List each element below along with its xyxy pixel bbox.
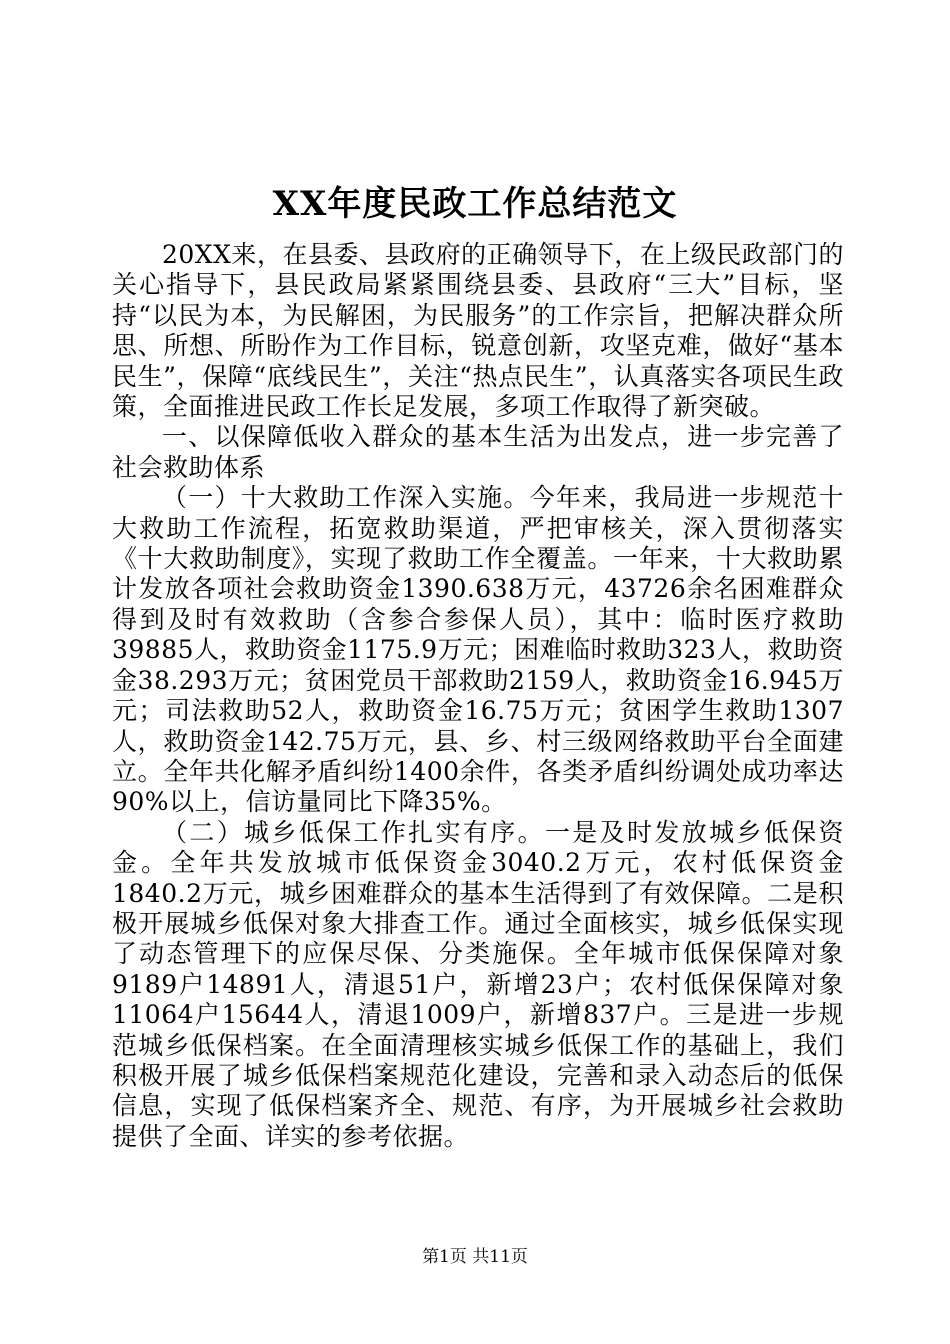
document-body [112, 240, 844, 1152]
page-number-footer: 第1页 共11页 [422, 1247, 528, 1267]
document-title: XX年度民政工作总结范文 [272, 184, 678, 224]
intro-paragraph: 20XX来，在县委、县政府的正确领导下，在上级民政部门的关心指导下，县民政局紧紧围绕县委、县政府“三大”目标，坚持“以民为本，为民解困，为民服务”的工作宗旨，把解决群众所思、所想、所盼作为工作目标，锐意创新，攻坚克难，做好“基本民生”，保障“底线民生”，关注“热点民生”，认真落实各项民生政策，全面推进民政工作长足发展，多项工作取得了新突破。 [112, 240, 844, 422]
subsection-1-paragraph: （一）十大救助工作深入实施。今年来，我局进一步规范十大救助工作流程，拓宽救助渠道，严把审核关，深入贯彻落实《十大救助制度》，实现了救助工作全覆盖。一年来，十大救助累计发放各项社会救助资金1390.638万元，43726余名困难群众得到及时有效救助（含参合参保人员），其中：临时医疗救助39885人，救助资金1175.9万元；困难临时救助323人，救助资金38.293万元；贫困党员干部救助2159人，救助资金16.945万元；司法救助52人，救助资金16.75万元；贫困学生救助1307人，救助资金142.75万元，县、乡、村三级网络救助平台全面建立。全年共化解矛盾纠纷1400余件，各类矛盾纠纷调处成功率达90%以上，信访量同比下降35%。 [112, 483, 844, 817]
subsection-2-paragraph: （二）城乡低保工作扎实有序。一是及时发放城乡低保资金。全年共发放城市低保资金3040.2万元，农村低保资金1840.2万元，城乡困难群众的基本生活得到了有效保障。二是积极开展城乡低保对象大排查工作。通过全面核实，城乡低保实现了动态管理下的应保尽保、分类施保。全年城市低保保障对象9189户14891人，清退51户，新增23户；农村低保保障对象11064户15644人，清退1009户，新增837户。三是进一步规范城乡低保档案。在全面清理核实城乡低保工作的基础上，我们积极开展了城乡低保档案规范化建设，完善和录入动态后的低保信息，实现了低保档案齐全、规范、有序，为开展城乡社会救助提供了全面、详实的参考依据。 [112, 817, 844, 1151]
section-heading-1: 一、以保障低收入群众的基本生活为出发点，进一步完善了社会救助体系 [112, 422, 844, 482]
